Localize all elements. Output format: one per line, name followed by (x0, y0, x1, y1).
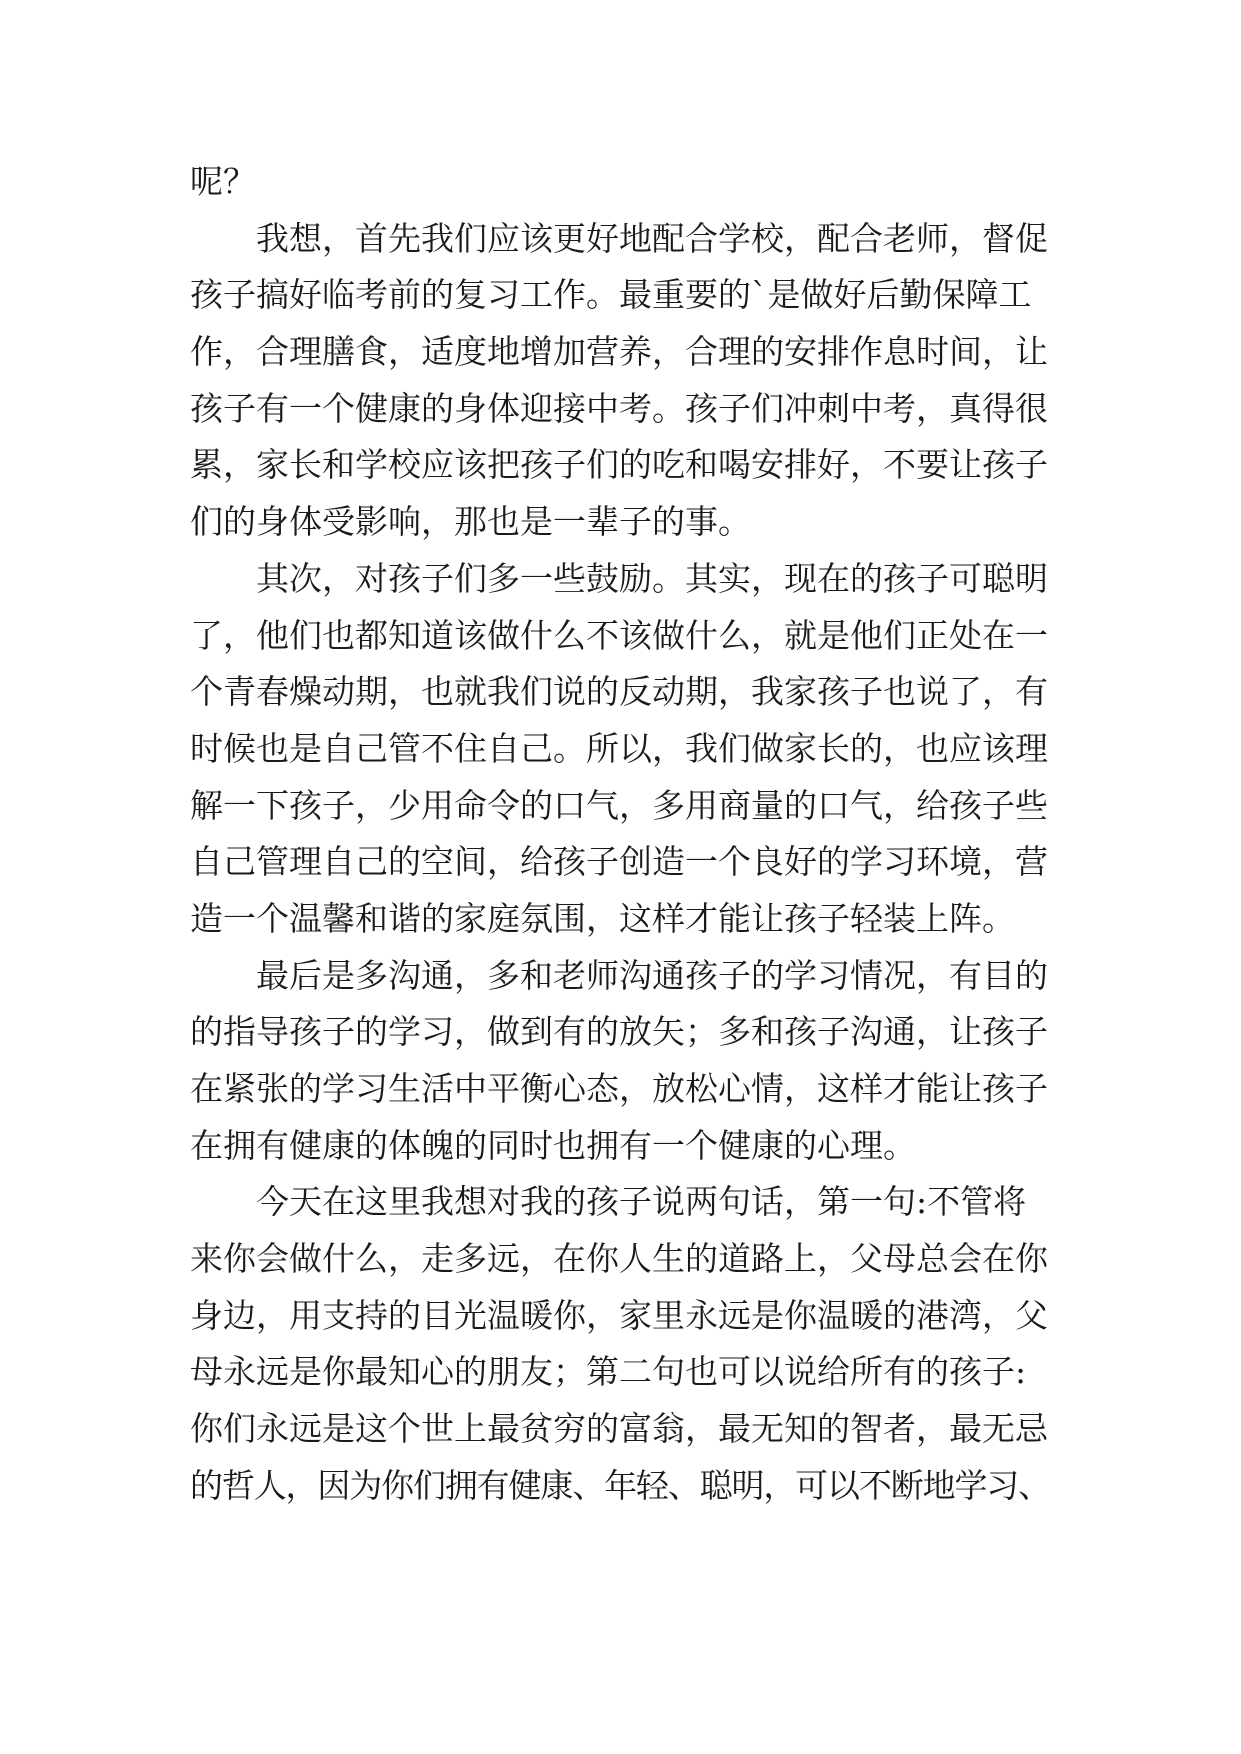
paragraph-first-line: 最后是多沟通，多和老师沟通孩子的学习情况，有目的 (256, 955, 1048, 995)
text-line: 自己管理自己的空间，给孩子创造一个良好的学习环境，营 (190, 842, 1048, 882)
text-line: 母永远是你最知心的朋友；第二句也可以说给所有的孩子: (190, 1352, 1027, 1392)
text-line: 解一下孩子，少用命令的口气，多用商量的口气，给孩子些 (190, 785, 1048, 825)
text-line: 你们永远是这个世上最贫穷的富翁，最无知的智者，最无忌 (190, 1409, 1048, 1449)
text-line: 作，合理膳食，适度地增加营养，合理的安排作息时间，让 (190, 332, 1048, 372)
text-line: 身边，用支持的目光温暖你，家里永远是你温暖的港湾，父 (190, 1295, 1048, 1335)
text-line: 孩子有一个健康的身体迎接中考。孩子们冲刺中考，真得很 (190, 388, 1048, 428)
text-line: 在紧张的学习生活中平衡心态，放松心情，这样才能让孩子 (190, 1069, 1048, 1108)
body-text (190, 154, 1050, 1515)
text-line: 们的身体受影响，那也是一辈子的事。 (190, 502, 751, 542)
text-line: 孩子搞好临考前的复习工作。最重要的`是做好后勤保障工 (190, 275, 1032, 315)
text-line: 累，家长和学校应该把孩子们的吃和喝安排好，不要让孩子 (190, 445, 1048, 485)
text-line: 时候也是自己管不住自己。所以，我们做家长的，也应该理 (190, 728, 1048, 768)
text-line: 呢？ (190, 162, 256, 201)
text-line: 造一个温馨和谐的家庭氛围，这样才能让孩子轻装上阵。 (190, 898, 1015, 938)
text-line: 的哲人，因为你们拥有健康、年轻、聪明，可以不断地学习、 (190, 1465, 1050, 1505)
text-line: 来你会做什么，走多远，在你人生的道路上，父母总会在你 (190, 1239, 1048, 1279)
paragraph-first-line: 今天在这里我想对我的孩子说两句话，第一句:不管将 (256, 1182, 1027, 1222)
paragraph-first-line: 我想，首先我们应该更好地配合学校，配合老师，督促 (256, 218, 1048, 258)
text-line: 在拥有健康的体魄的同时也拥有一个健康的心理。 (190, 1125, 916, 1165)
paragraph-first-line: 其次，对孩子们多一些鼓励。其实，现在的孩子可聪明 (256, 558, 1048, 598)
text-line: 了，他们也都知道该做什么不该做什么，就是他们正处在一 (190, 615, 1048, 655)
text-line: 的指导孩子的学习，做到有的放矢；多和孩子沟通，让孩子 (190, 1012, 1048, 1052)
text-line: 个青春燥动期，也就我们说的反动期，我家孩子也说了，有 (190, 672, 1048, 712)
